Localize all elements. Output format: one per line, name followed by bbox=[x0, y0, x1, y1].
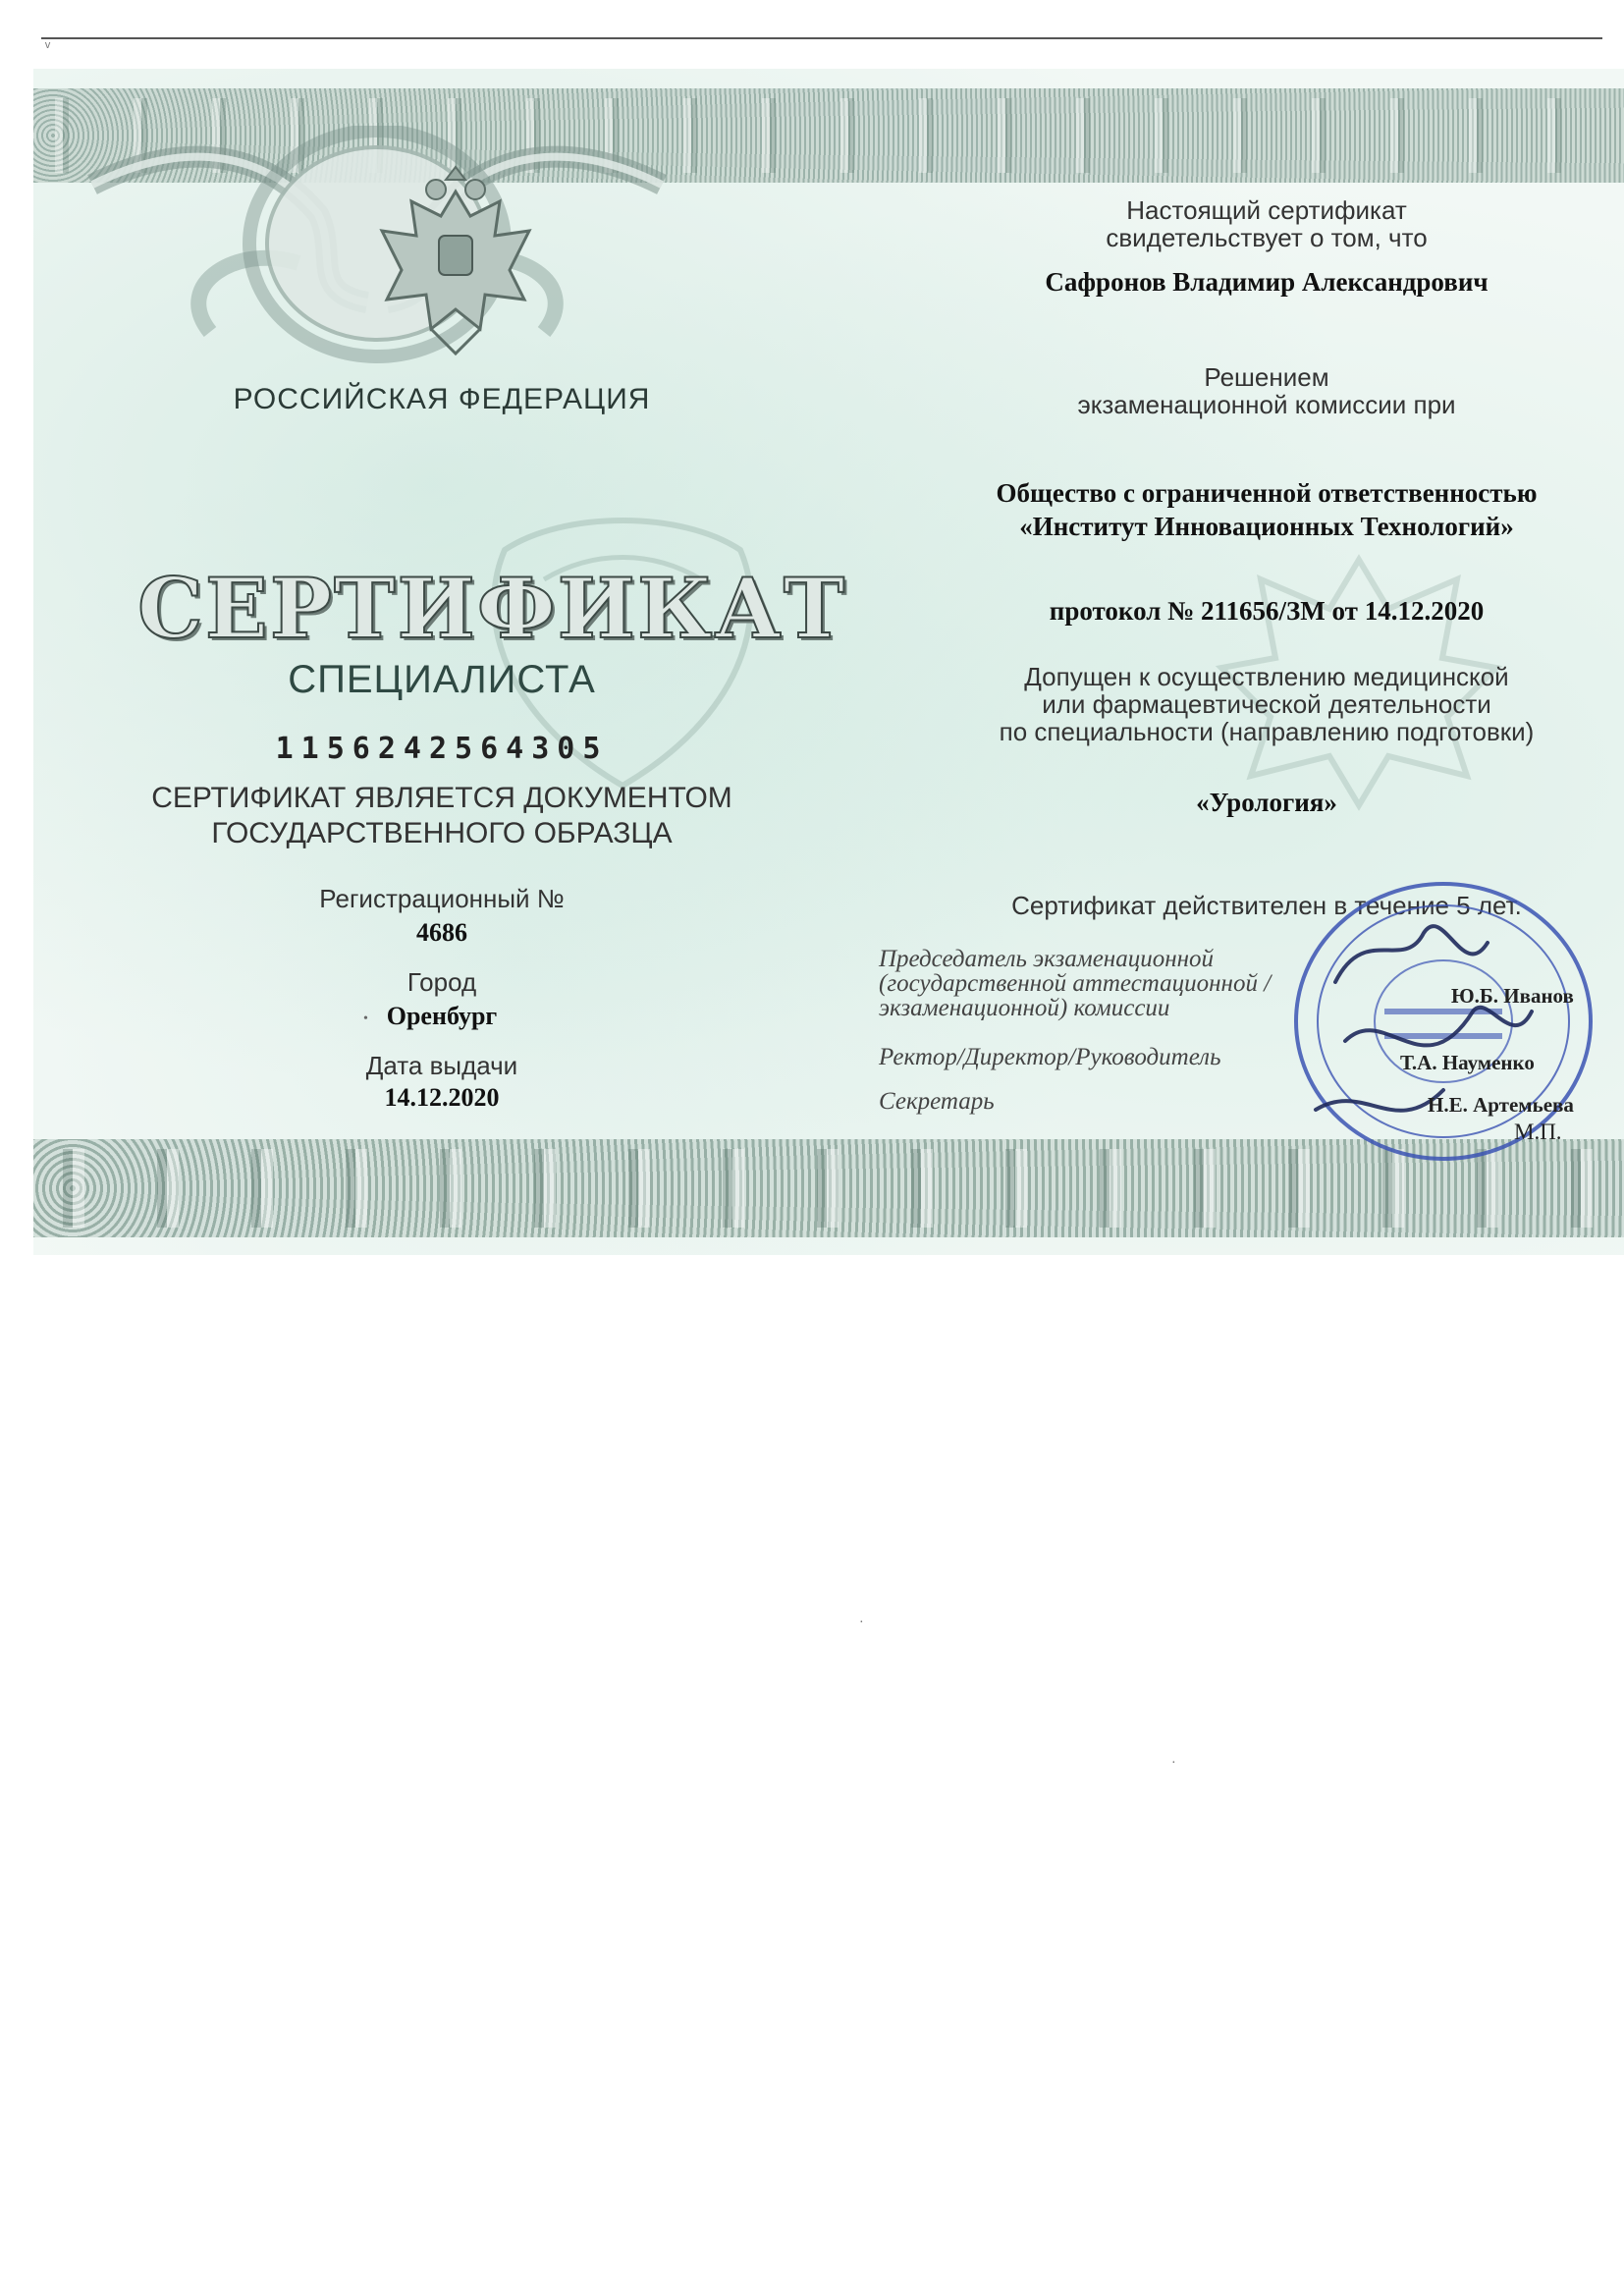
certificate-number: 1156242564305 bbox=[275, 732, 609, 766]
certificate-title: СЕРТИФИКАТ bbox=[137, 560, 847, 657]
certificate-subtitle: СПЕЦИАЛИСТА bbox=[288, 658, 596, 701]
city-label: Город bbox=[406, 967, 477, 997]
scan-speck: · bbox=[1171, 1756, 1176, 1771]
intro-line1: Настоящий сертификат bbox=[1126, 195, 1407, 225]
secretary-name: Н.Е. Артемьева bbox=[1428, 1093, 1574, 1117]
city-value: Оренбург bbox=[386, 1002, 498, 1030]
protocol: протокол № 211656/ЗМ от 14.12.2020 bbox=[1049, 596, 1485, 626]
country-name: РОССИЙСКАЯ ФЕДЕРАЦИЯ bbox=[233, 383, 651, 415]
state-document-note bbox=[128, 781, 756, 851]
scan-top-border bbox=[41, 37, 1602, 39]
rector-name: Т.А. Науменко bbox=[1400, 1051, 1535, 1074]
chair-name: Ю.Б. Иванов bbox=[1451, 984, 1574, 1008]
specialty: «Урология» bbox=[1196, 788, 1337, 817]
rector-label: Ректор/Директор/Руководитель bbox=[879, 1044, 1221, 1070]
registration-label: Регистрационный № bbox=[319, 884, 565, 913]
organization-line1: Общество с ограниченной ответственностью bbox=[996, 478, 1538, 508]
organization-line2: «Институт Инновационных Технологий» bbox=[1019, 512, 1514, 541]
holder-name: Сафронов Владимир Александрович bbox=[1045, 267, 1489, 297]
state-document-line1: СЕРТИФИКАТ ЯВЛЯЕТСЯ ДОКУМЕНТОМ bbox=[151, 782, 732, 814]
issue-date-value: 14.12.2020 bbox=[384, 1083, 500, 1112]
chair-label-line1: Председатель экзаменационной bbox=[879, 946, 1215, 972]
scan-speck: ᵛ bbox=[45, 39, 51, 56]
validity-note: Сертификат действителен в течение 5 лет. bbox=[1011, 891, 1522, 920]
chair-label-line3: экзаменационной) комиссии bbox=[879, 995, 1170, 1021]
intro-line2: свидетельствует о том, что bbox=[1106, 223, 1428, 252]
scan-speck: · bbox=[859, 1615, 864, 1630]
registration-value: 4686 bbox=[416, 918, 467, 947]
seal-place-mark: М.П. bbox=[1514, 1120, 1562, 1144]
chair-label-line2: (государственной аттестационной / bbox=[879, 970, 1272, 997]
admission-line3: по специальности (направлению подготовки) bbox=[999, 717, 1535, 746]
issue-date-label: Дата выдачи bbox=[365, 1051, 518, 1080]
scan-speck: • bbox=[363, 1011, 368, 1026]
coat-of-arms-icon bbox=[362, 162, 549, 368]
admission-line2: или фармацевтической деятельности bbox=[1042, 689, 1491, 719]
decision-line2: экзаменационной комиссии при bbox=[1077, 390, 1456, 419]
state-document-line2: ГОСУДАРСТВЕННОГО ОБРАЗЦА bbox=[211, 817, 673, 849]
decision-line1: Решением bbox=[1204, 362, 1329, 392]
admission-line1: Допущен к осуществлению медицинской bbox=[1024, 662, 1509, 691]
secretary-label: Секретарь bbox=[879, 1088, 995, 1115]
